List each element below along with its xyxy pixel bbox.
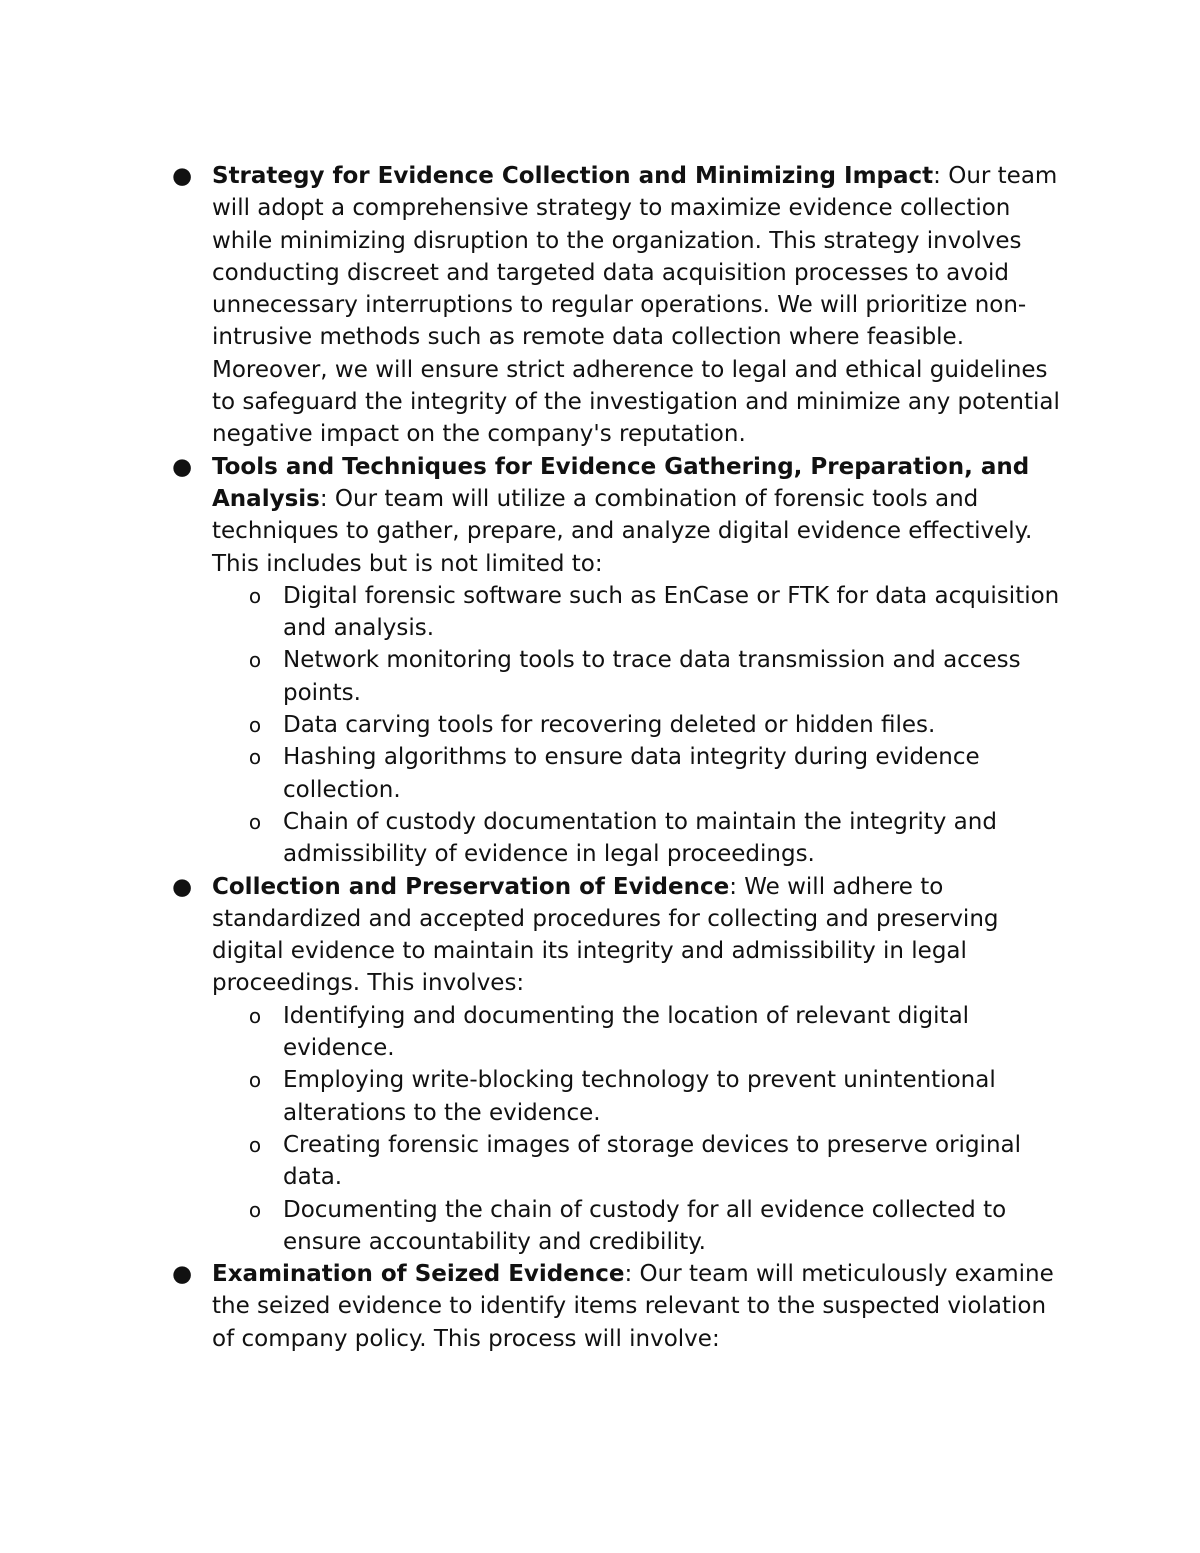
item-body: : Our team will meticulously examine the seized evidence to identify items relevant to the suspected violation of company policy. This process will involve: (212, 1261, 1054, 1352)
bullet-icon: ● (171, 163, 193, 189)
circle-bullet-icon: o (248, 648, 262, 673)
sub-item-text: Data carving tools for recovering deleted or hidden files. (283, 712, 936, 739)
sub-list-item (212, 644, 1070, 709)
item-body: : Our team will utilize a combination of forensic tools and techniques to gather, prepare, and analyze digital evidence effectively. This includes but is not limited to: (212, 485, 1033, 577)
sub-item-text: Creating forensic images of storage devices to preserve original data. (283, 1131, 1021, 1191)
sub-list-item (212, 580, 1070, 645)
circle-bullet-icon: o (248, 1132, 262, 1157)
circle-bullet-icon: o (248, 1197, 262, 1222)
bullet-icon: ● (171, 1261, 193, 1288)
sub-item-text: Digital forensic software such as EnCase or FTK for data acquisition and analysis. (283, 582, 1060, 642)
item-title: Strategy for Evidence Collection and Minimizing Impact (212, 163, 934, 189)
sub-list (212, 580, 1070, 871)
item-title: Collection and Preservation of Evidence (212, 873, 730, 900)
circle-bullet-icon: o (248, 583, 262, 608)
sub-item-text: Network monitoring tools to trace data transmission and access points. (283, 647, 1021, 706)
item-title: Tools and Techniques for Evidence Gathering, Preparation, and Analysis (212, 453, 1030, 512)
item-text (212, 874, 999, 997)
sub-list-item (212, 709, 1070, 741)
bullet-icon: ● (171, 873, 193, 900)
sub-item-text: Identifying and documenting the location of relevant digital evidence. (283, 1002, 970, 1062)
bullet-icon: ● (171, 453, 193, 480)
circle-bullet-icon: o (248, 809, 262, 834)
item-text (212, 163, 1060, 447)
circle-bullet-icon: o (248, 745, 262, 770)
item-text (212, 454, 1032, 577)
sub-list-item (212, 806, 1070, 871)
circle-bullet-icon: o (248, 1003, 262, 1028)
sub-list-item (212, 1064, 1070, 1129)
sub-list (212, 1000, 1070, 1258)
item-text (212, 1261, 1054, 1352)
circle-bullet-icon: o (248, 713, 262, 738)
item-body: : Our team will adopt a comprehensive strategy to maximize evidence collection while minimizing disruption to the organization. This strategy involves conducting discreet and targeted data acquisition processes to avoid unnecessary interruptions to regular operations. We will prioritize non-intrusive methods such as remote data collection where feasible. Moreover, we will ensure strict adherence to legal and ethical guidelines to safeguard the integrity of the investigation and minimize any potential negative impact on the company's reputation. (212, 163, 1060, 448)
sub-item-text: Employing write-blocking technology to prevent unintentional alterations to the evidence. (283, 1067, 996, 1126)
sub-list-item (212, 1129, 1070, 1194)
sub-item-text: Chain of custody documentation to maintain the integrity and admissibility of evidence in legal proceedings. (283, 808, 997, 868)
document-page (0, 160, 1200, 1355)
bullet-list (0, 160, 1200, 1355)
sub-item-text: Hashing algorithms to ensure data integrity during evidence collection. (283, 744, 980, 803)
list-item (0, 1258, 1200, 1355)
circle-bullet-icon: o (248, 1068, 262, 1093)
sub-item-text: Documenting the chain of custody for all evidence collected to ensure accountability and credibility. (283, 1196, 1007, 1255)
list-item (0, 871, 1200, 1259)
list-item (0, 451, 1200, 871)
item-title: Examination of Seized Evidence (212, 1261, 625, 1288)
sub-list-item (212, 1194, 1070, 1259)
sub-list-item (212, 741, 1070, 806)
item-body: : We will adhere to standardized and accepted procedures for collecting and preserving digital evidence to maintain its integrity and admissibility in legal proceedings. This involves: (212, 873, 999, 997)
list-item (0, 160, 1200, 451)
sub-list-item (212, 1000, 1070, 1065)
